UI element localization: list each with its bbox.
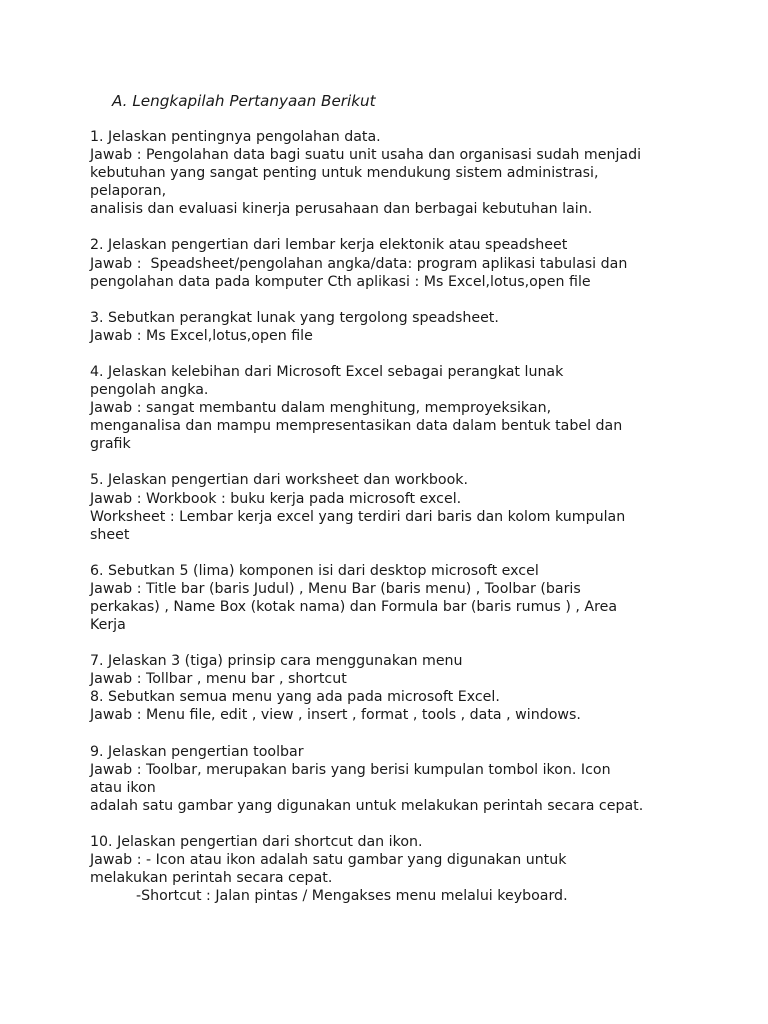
answer-line: Jawab : Title bar (baris Judul) , Menu Bar (baris menu) , Toolbar (baris (90, 580, 581, 597)
qa-item (90, 236, 710, 290)
answer-line: Jawab : Toolbar, merupakan baris yang berisi kumpulan tombol ikon. Icon (90, 761, 611, 778)
answer-line: Kerja (90, 617, 126, 634)
qa-item (90, 309, 710, 345)
answer-line: pelaporan, (90, 183, 167, 200)
question-line: 10. Jelaskan pengertian dari shortcut dan ikon. (90, 833, 423, 850)
answer-line: melakukan perintah secara cepat. (90, 870, 333, 887)
question-line: 6. Sebutkan 5 (lima) komponen isi dari desktop microsoft excel (90, 562, 539, 579)
answer-line: Jawab : - Icon atau ikon adalah satu gambar yang digunakan untuk (90, 852, 567, 868)
answer-line: analisis dan evaluasi kinerja perusahaan dan berbagai kebutuhan lain. (90, 201, 593, 218)
answer-line: 8. Sebutkan semua menu yang ada pada microsoft Excel. (90, 689, 500, 706)
answer-line: Jawab : Tollbar , menu bar , shortcut (90, 671, 347, 688)
qa-list (90, 128, 710, 923)
answer-line: Jawab : Workbook : buku kerja pada microsoft excel. (90, 490, 462, 507)
question-line: 1. Jelaskan pentingnya pengolahan data. (90, 129, 381, 145)
answer-line: atau ikon (90, 779, 156, 796)
answer-line: Jawab : Ms Excel,lotus,open file (90, 327, 313, 344)
question-line: 5. Jelaskan pengertian dari worksheet dan workbook. (90, 472, 468, 489)
qa-item (90, 743, 710, 815)
answer-line: Jawab : Pengolahan data bagi suatu unit usaha dan organisasi sudah menjadi (90, 147, 642, 164)
answer-line: -Shortcut : Jalan pintas / Mengakses menu melalui keyboard. (136, 888, 568, 905)
qa-item (90, 833, 710, 905)
question-line: 4. Jelaskan kelebihan dari Microsoft Excel sebagai perangkat lunak (90, 363, 564, 380)
answer-line: Worksheet : Lembar kerja excel yang terdiri dari baris dan kolom kumpulan (90, 508, 626, 525)
answer-line: perkakas) , Name Box (kotak nama) dan Formula bar (baris rumus ) , Area (90, 598, 618, 615)
answer-line: Jawab : Speadsheet/pengolahan angka/data: program aplikasi tabulasi dan (90, 255, 628, 272)
answer-line: adalah satu gambar yang digunakan untuk melakukan perintah secara cepat. (90, 797, 644, 814)
answer-line: menganalisa dan mampu mempresentasikan data dalam bentuk tabel dan (90, 418, 623, 435)
answer-line: Jawab : Menu file, edit , view , insert , format , tools , data , windows. (90, 707, 581, 724)
answer-line: Jawab : sangat membantu dalam menghitung, memproyeksikan, (90, 400, 552, 417)
answer-line: grafik (90, 436, 131, 453)
question-line: 2. Jelaskan pengertian dari lembar kerja elektonik atau speadsheet (90, 237, 568, 254)
qa-item (90, 363, 710, 453)
qa-item (90, 471, 710, 543)
question-line: 3. Sebutkan perangkat lunak yang tergolong speadsheet. (90, 309, 499, 326)
answer-line: kebutuhan yang sangat penting untuk mendukung sistem administrasi, (90, 165, 599, 182)
question-line: 7. Jelaskan 3 (tiga) prinsip cara menggunakan menu (90, 653, 463, 670)
section-heading: A. Lengkapilah Pertanyaan Berikut (112, 92, 376, 110)
question-line: 9. Jelaskan pengertian toolbar (90, 743, 304, 760)
answer-line: sheet (90, 526, 130, 543)
answer-line: pengolah angka. (90, 382, 209, 399)
answer-line: pengolahan data pada komputer Cth aplikasi : Ms Excel,lotus,open file (90, 273, 591, 290)
qa-item (90, 562, 710, 634)
qa-item (90, 652, 710, 724)
qa-item (90, 128, 710, 218)
